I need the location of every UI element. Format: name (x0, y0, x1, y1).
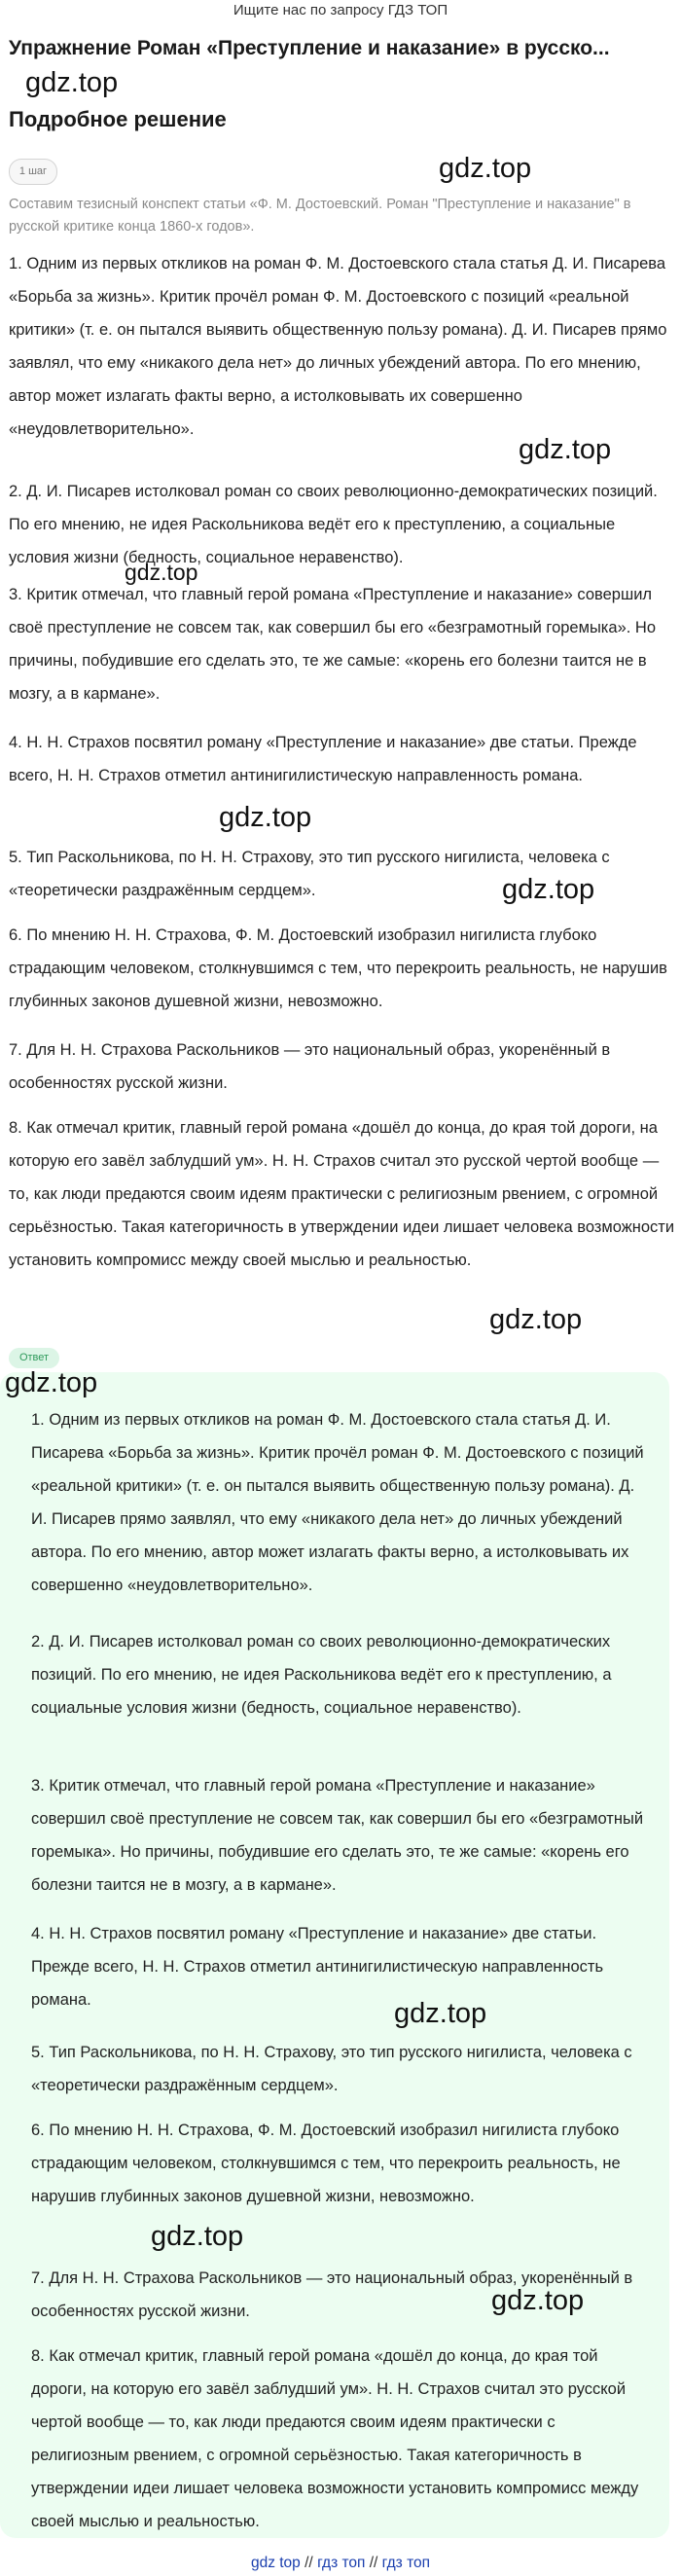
watermark: gdz.top (489, 1304, 583, 1335)
solution-paragraph: 8. Как отмечал критик, главный герой романа «дошёл до конца, до края той дороги, на которую его завёл заблудший ум». Н. Н. Страхов считал это русской чертой вообще — то, как люди предаются своим идеям практически с религиозным рвением, с огромной серьёзностью. Такая категоричность в утверждении идеи лишает человека возможности установить компромисс между своей мыслью и реальностью. (9, 1119, 675, 1269)
section-title: Подробное решение (9, 107, 227, 131)
footer-links (0, 2550, 681, 2576)
watermark: gdz.top (502, 874, 595, 905)
answer-paragraph: 3. Критик отмечал, что главный герой романа «Преступление и наказание» совершил своё преступление не совсем так, как совершил бы его «безграмотный горемыка». Но причины, побудившие его сделать это, те же самые: «корень его болезни таится не в мозгу, а в кармане». (31, 1777, 644, 1894)
watermark: gdz.top (151, 2221, 244, 2252)
watermark: gdz.top (439, 153, 532, 184)
watermark: gdz.top (125, 560, 198, 585)
solution-paragraph: 5. Тип Раскольникова, по Н. Н. Страхову, это тип русского нигилиста, человека с «теоретически раздражённым сердцем». (9, 849, 610, 899)
footer-link-gdz-top-ru-2[interactable]: гдз топ (381, 2555, 431, 2571)
footer-separator: // (305, 2555, 313, 2571)
step-badge: 1 шаг (9, 159, 57, 185)
footer-link-gdz-top-ru[interactable]: гдз топ (317, 2555, 366, 2571)
answer-paragraph: 2. Д. И. Писарев истолковал роман со своих революционно-демократических позиций. По его мнению, не идея Раскольникова ведёт его к преступлению, а социальные условия жизни (бедность, социальное неравенство). (31, 1633, 612, 1717)
solution-paragraph: 7. Для Н. Н. Страхова Раскольников — это национальный образ, укоренённый в особенностях русской жизни. (9, 1041, 611, 1092)
answer-paragraph: 5. Тип Раскольникова, по Н. Н. Страхову, это тип русского нигилиста, человека с «теоретически раздражённым сердцем». (31, 2044, 632, 2094)
solution-paragraph: 3. Критик отмечал, что главный герой романа «Преступление и наказание» совершил своё преступление не совсем так, как совершил бы его «безграмотный горемыка». Но причины, побудившие его сделать это, те же самые: «корень его болезни таится не в мозгу, а в кармане». (9, 586, 657, 703)
solution-paragraph: 2. Д. И. Писарев истолковал роман со своих революционно-демократических позиций. По его мнению, не идея Раскольникова ведёт его к преступлению, а социальные условия жизни (бедность, социальное неравенство). (9, 483, 658, 566)
answer-paragraph: 6. По мнению Н. Н. Страхова, Ф. М. Достоевский изобразил нигилиста глубоко страдающим человеком, столкнувшимся с тем, что перекроить реальность, не нарушив глубинных законов душевной жизни, невозможно. (31, 2122, 621, 2205)
watermark: gdz.top (25, 67, 119, 98)
search-hint-banner: Ищите нас по запросу ГДЗ ТОП (233, 2, 448, 18)
page-title: Упражнение Роман «Преступление и наказание» в русско... (9, 37, 610, 59)
step-heading: Составим тезисный конспект статьи «Ф. М. Достоевский. Роман "Преступление и наказание" в русской критике конца 1860-х годов». (9, 197, 631, 235)
answer-paragraph: 4. Н. Н. Страхов посвятил роману «Преступление и наказание» две статьи. Прежде всего, Н. Н. Страхов отметил антинигилистическую направленность романа. (31, 1925, 604, 2009)
solution-paragraph: 4. Н. Н. Страхов посвятил роману «Преступление и наказание» две статьи. Прежде всего, Н. Н. Страхов отметил антинигилистическую направленность романа. (9, 734, 637, 784)
solution-paragraph: 1. Одним из первых откликов на роман Ф. М. Достоевского стала статья Д. И. Писарева «Борьба за жизнь». Критик прочёл роман Ф. М. Достоевского с позиций «реальной критики» (т. е. он пытался выявить общественную пользу романа). Д. И. Писарев прямо заявлял, что ему «никакого дела нет» до личных убеждений автора. По его мнению, автор может излагать факты верно, а истолковывать их совершенно «неудовлетворительно». (9, 255, 667, 438)
answer-paragraph: 1. Одним из первых откликов на роман Ф. М. Достоевского стала статья Д. И. Писарева «Борьба за жизнь». Критик прочёл роман Ф. М. Достоевского с позиций «реальной критики» (т. е. он пытался выявить общественную пользу романа). Д. И. Писарев прямо заявлял, что ему «никакого дела нет» до личных убеждений автора. По его мнению, автор может излагать факты верно, а истолковывать их совершенно «неудовлетворительно». (31, 1411, 644, 1594)
footer-link-gdz-top[interactable]: gdz top (250, 2555, 301, 2571)
watermark: gdz.top (519, 434, 612, 465)
answer-badge: Ответ (9, 1348, 59, 1368)
solution-paragraph: 6. По мнению Н. Н. Страхова, Ф. М. Достоевский изобразил нигилиста глубоко страдающим человеком, столкнувшимся с тем, что перекроить реальность, не нарушив глубинных законов душевной жизни, невозможно. (9, 926, 667, 1010)
watermark: gdz.top (219, 802, 312, 833)
watermark: gdz.top (394, 1998, 487, 2029)
watermark: gdz.top (5, 1367, 98, 1398)
answer-paragraph: 8. Как отмечал критик, главный герой романа «дошёл до конца, до края той дороги, на которую его завёл заблудший ум». Н. Н. Страхов считал это русской чертой вообще — то, как люди предаются своим идеям практически с религиозным рвением, с огромной серьёзностью. Такая категоричность в утверждении идеи лишает человека возможности установить компромисс между своей мыслью и реальностью. (31, 2347, 639, 2530)
answer-paragraph: 7. Для Н. Н. Страхова Раскольников — это национальный образ, укоренённый в особенностях русской жизни. (31, 2269, 633, 2320)
watermark: gdz.top (491, 2285, 585, 2316)
footer-separator: // (369, 2555, 378, 2571)
